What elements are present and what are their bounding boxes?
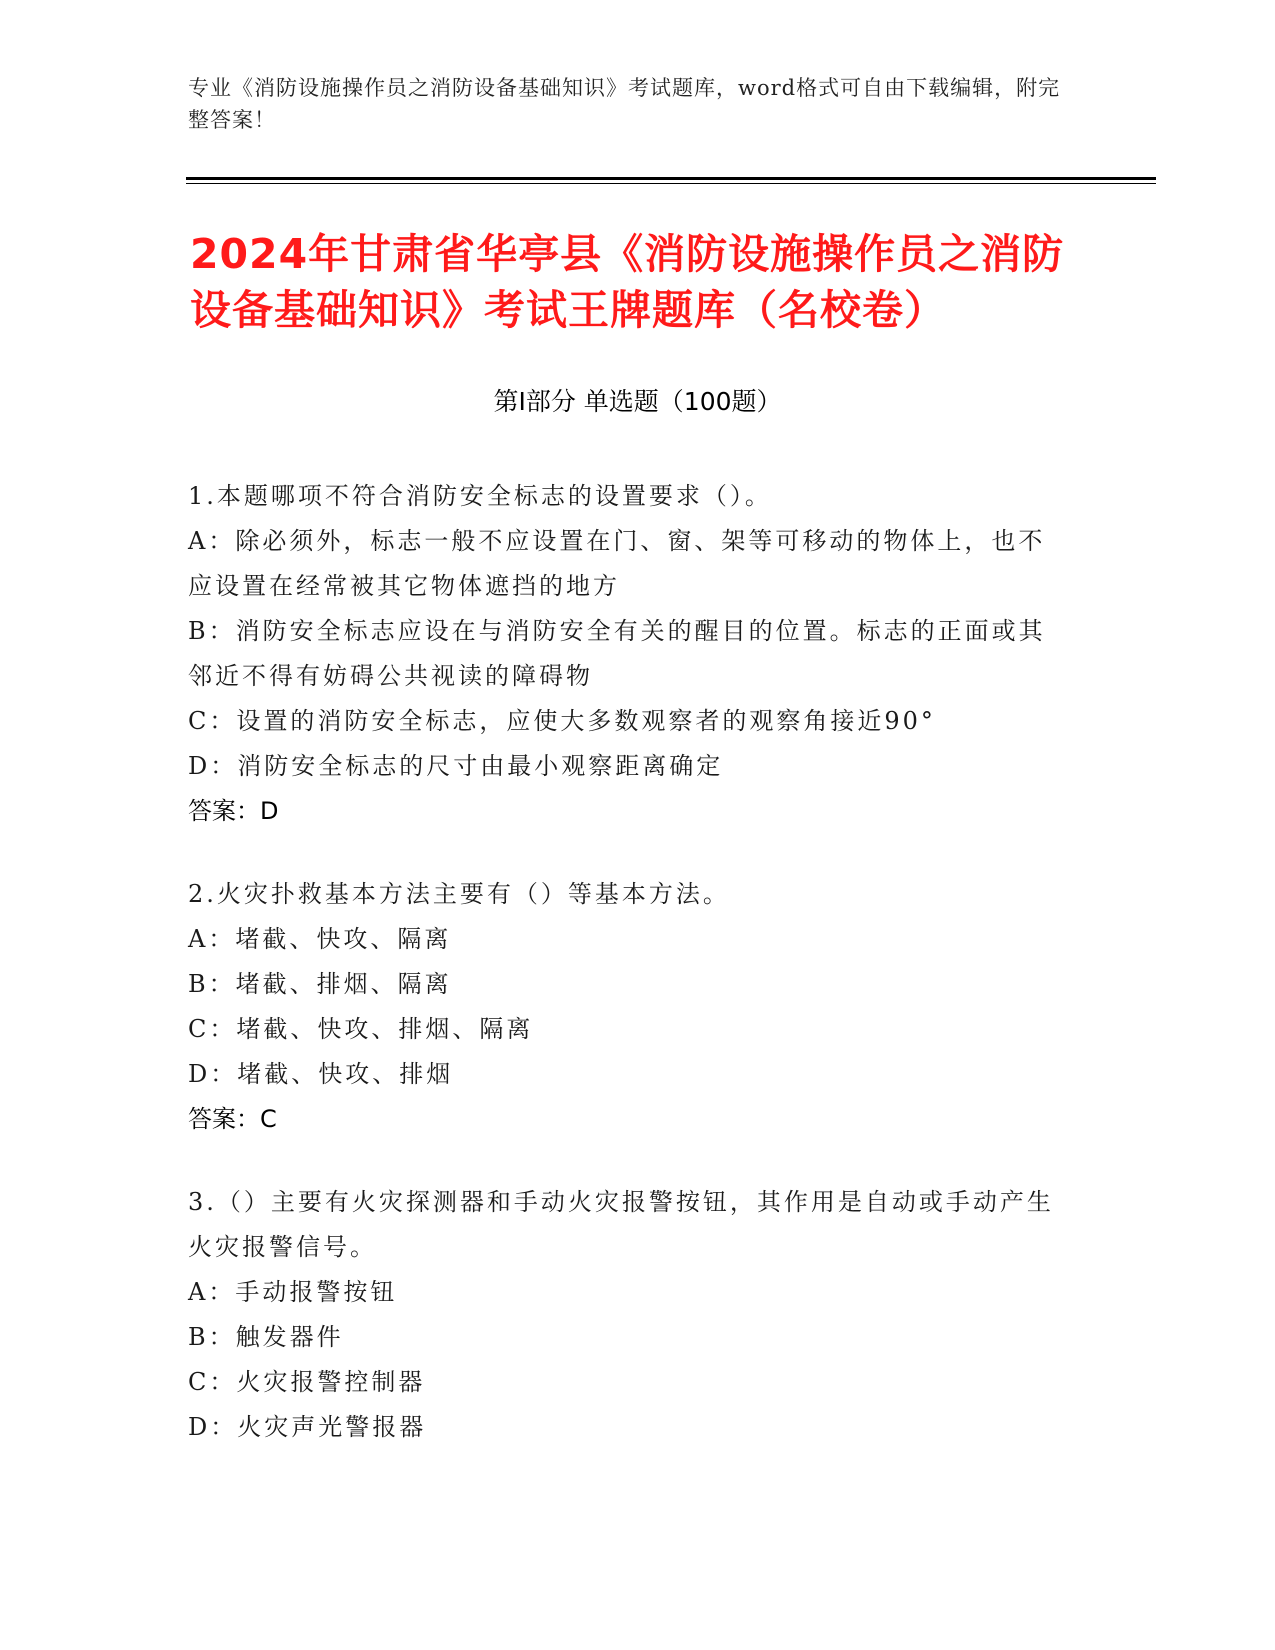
option-b: B：消防安全标志应设在与消防安全有关的醒目的位置。标志的正面或其邻近不得有妨碍公共视读的障碍物 [188,617,1046,690]
answer-line: 答案：C [188,1105,277,1133]
question-list [188,474,1068,1488]
option-d: D：堵截、快攻、排烟 [188,1060,454,1088]
header-note: 专业《消防设施操作员之消防设备基础知识》考试题库，word格式可自由下载编辑，附完整答案！ [188,76,1061,132]
option-c: C：火灾报警控制器 [188,1368,426,1396]
option-c: C：堵截、快攻、排烟、隔离 [188,1015,534,1043]
document-title: 2024年甘肃省华亭县《消防设施操作员之消防设备基础知识》考试王牌题库（名校卷） [190,230,1065,334]
option-a: A：手动报警按钮 [188,1278,398,1306]
question-1 [188,474,1068,834]
question-stem: 3.（）主要有火灾探测器和手动火灾报警按钮，其作用是自动或手动产生火灾报警信号。 [188,1188,1054,1261]
option-d: D：消防安全标志的尺寸由最小观察距离确定 [188,752,724,780]
option-c: C：设置的消防安全标志，应使大多数观察者的观察角接近90° [188,707,936,735]
option-d: D：火灾声光警报器 [188,1413,427,1441]
header-divider-thick [186,177,1156,180]
question-2 [188,872,1068,1142]
option-b: B：堵截、排烟、隔离 [188,970,452,998]
option-b: B：触发器件 [188,1323,344,1351]
header-divider-thin [186,183,1156,184]
question-3 [188,1180,1068,1450]
question-stem: 2.火灾扑救基本方法主要有（）等基本方法。 [188,880,730,908]
question-stem: 1.本题哪项不符合消防安全标志的设置要求（）。 [188,482,772,510]
option-a: A：除必须外，标志一般不应设置在门、窗、架等可移动的物体上，也不应设置在经常被其它物体遮挡的地方 [188,527,1046,600]
option-a: A：堵截、快攻、隔离 [188,925,452,953]
answer-line: 答案：D [188,797,279,825]
section-title: 第Ⅰ部分 单选题（100题） [493,387,782,416]
